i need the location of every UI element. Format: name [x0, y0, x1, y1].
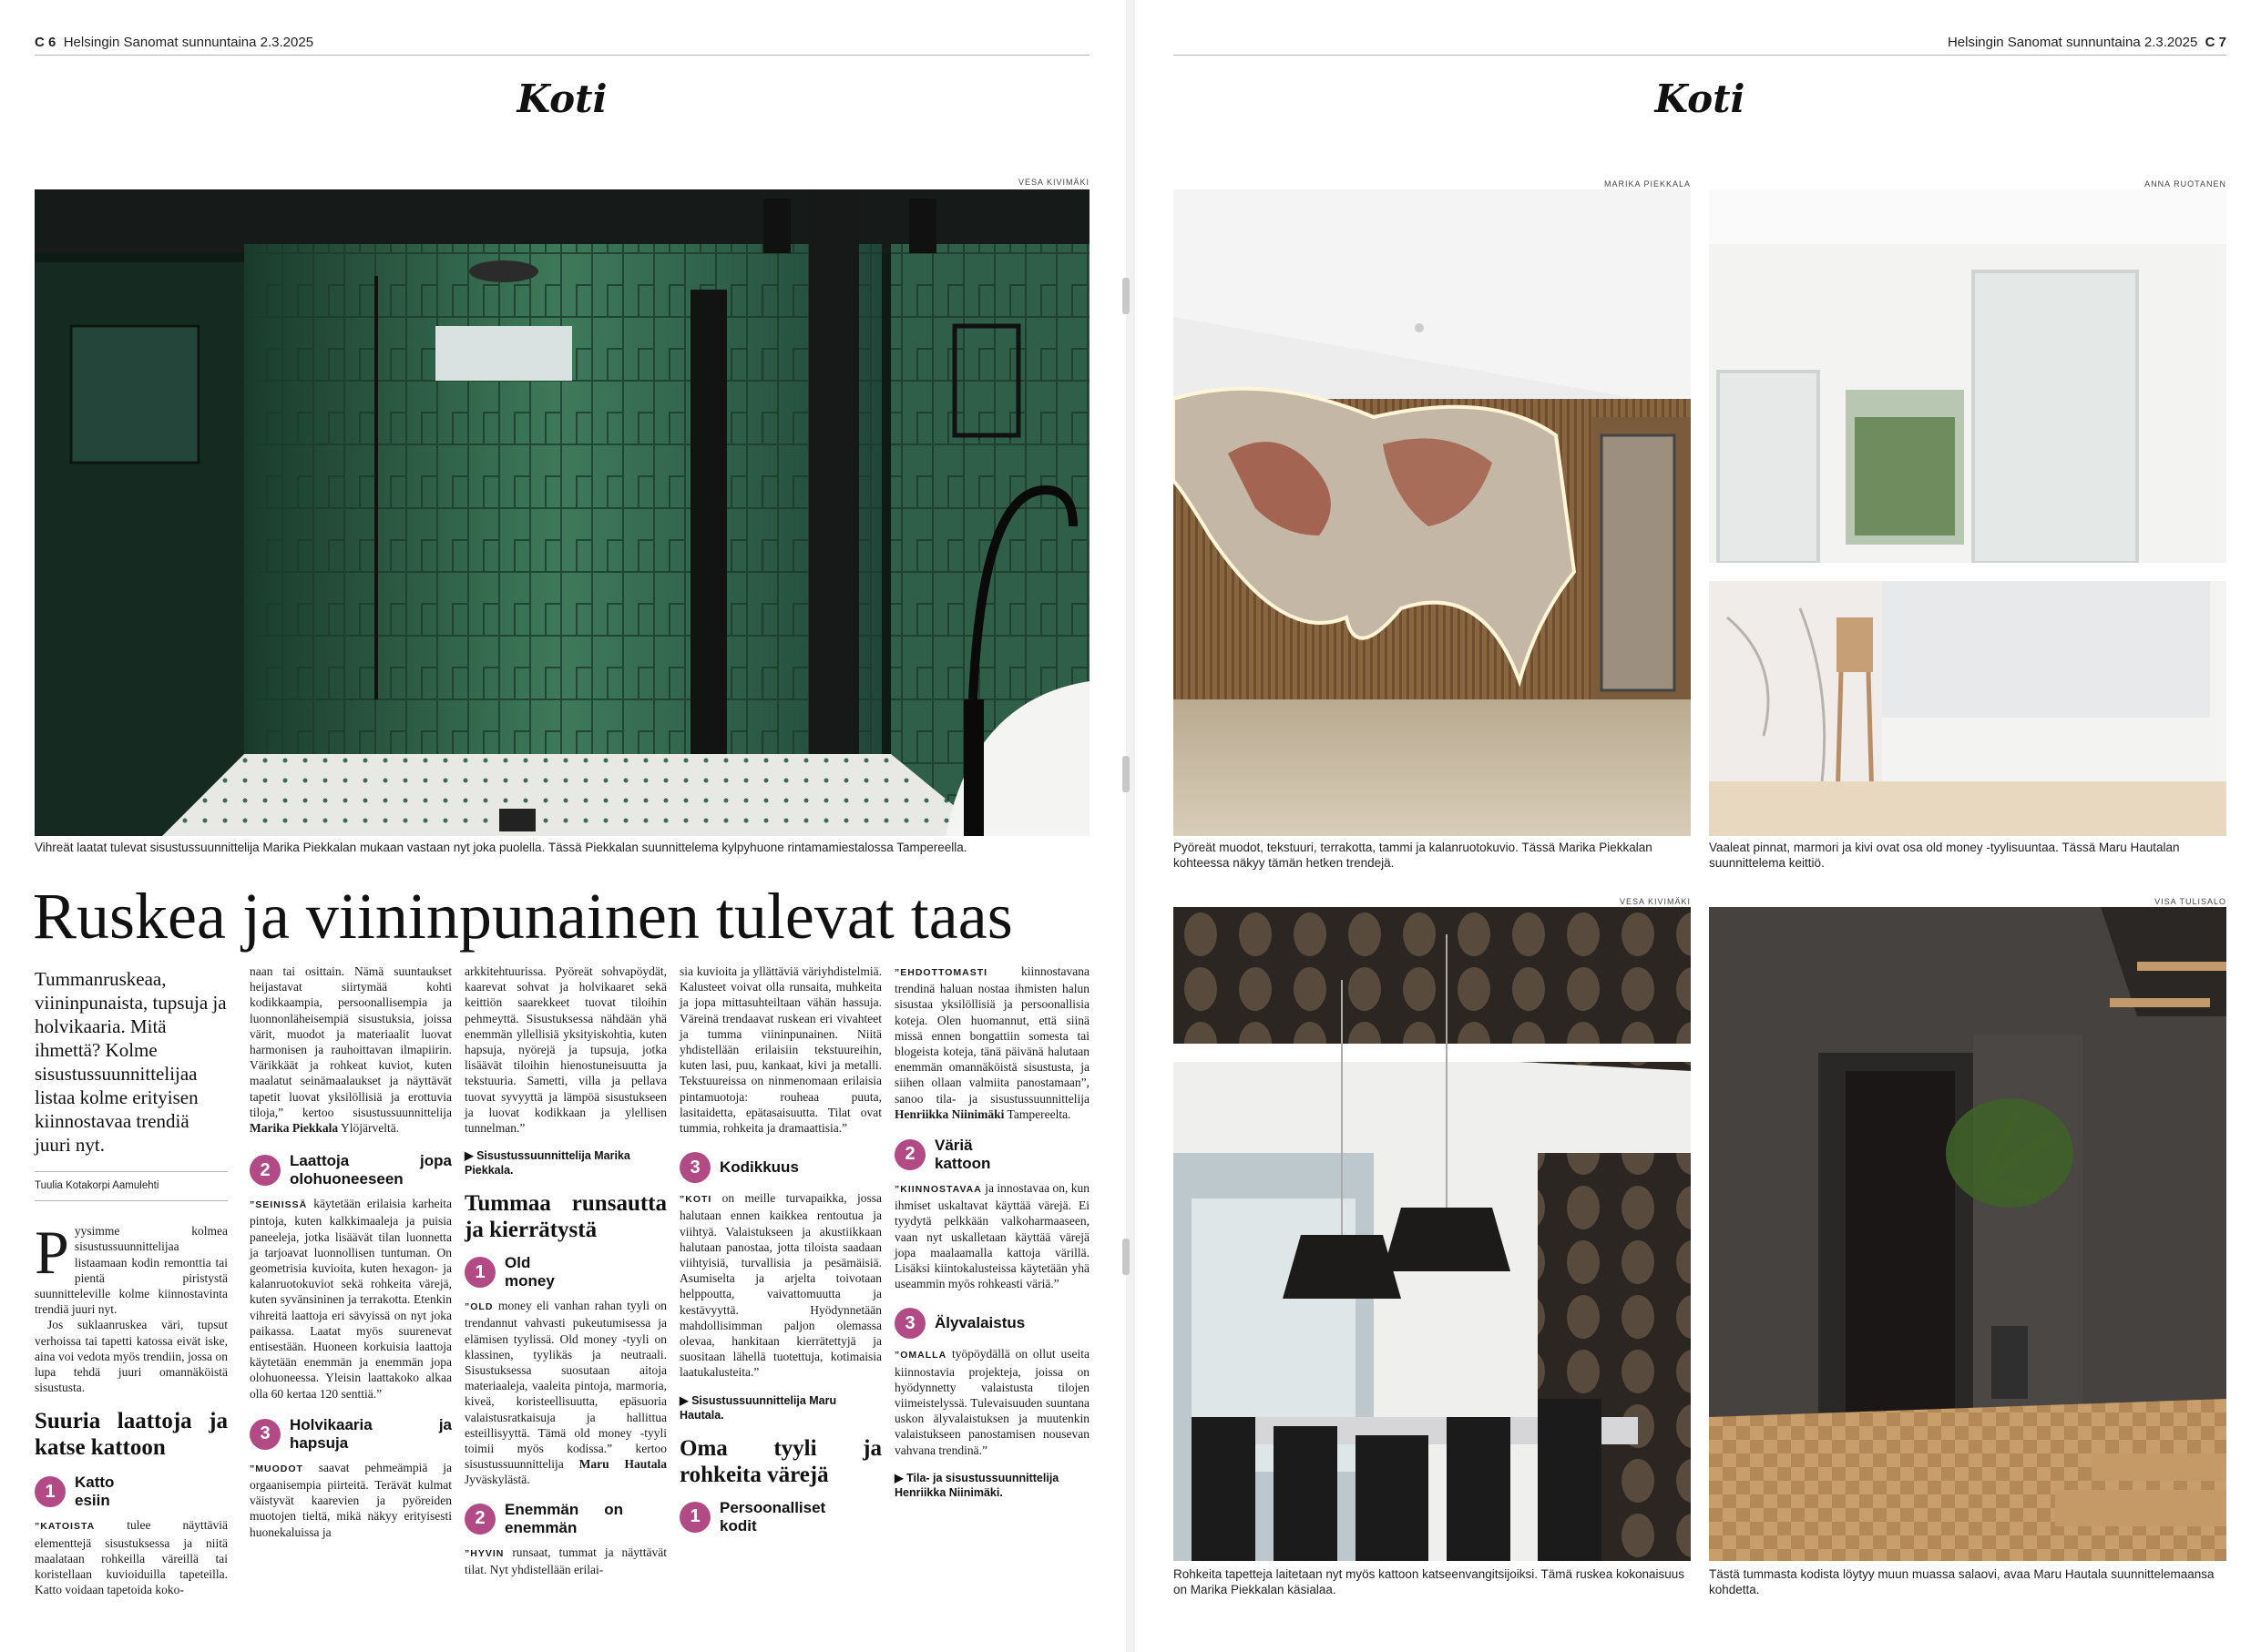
- paragraph-text: money eli vanhan rahan tyyli on trendannut vahvasti pukeutumisessa ja elämisen tyylissä. Old money -tyyli on klassinen, tyylikäs ja neutraali. Sisustuksessa suosutaan aitoja materiaaleja, vaaleita pintoja, marmoria, kiveä, koristeellisuutta, epäsuoria valaistusratkaisuja ja hallittua esteillisyyttä. Tämä old money -tyyli toimii myös kodissa.”: [465, 1299, 668, 1456]
- paragraph: [895, 1180, 1090, 1291]
- right-header-rule: [1173, 55, 2226, 56]
- item-title: Old money: [505, 1254, 555, 1290]
- lead-in: ”HYVIN: [465, 1547, 505, 1559]
- list-item-heading: [35, 1474, 228, 1510]
- lead-in: ”EHDOTTOMASTI: [895, 967, 988, 978]
- number-badge: 2: [895, 1139, 926, 1170]
- paragraph: Jos suklaanruskea väri, tupsut verhoissa tai tapetti katossa eivät iske, aina voi vedota myös trendiin, jossa on lupa tehdä juuri omannäköistä sisustusta.: [35, 1318, 228, 1395]
- photo-caption: Vaaleat pinnat, marmori ja kivi ovat osa old money -tyylisuuntaa. Tässä Maru Hautalan suunnittelema keittiö.: [1709, 841, 2180, 870]
- paragraph-text: saavat pehmeämpiä ja orgaanisempia piirteitä. Terävät kulmat väistyvät kaarevien ja pyöreiden muotojen tieltä, mikä näkyy erityisesti huonekaluissa ja: [250, 1460, 452, 1539]
- right-header-text: Helsingin Sanomat sunnuntaina 2.3.2025: [1947, 35, 2198, 50]
- lead-in: ”OMALLA: [895, 1350, 947, 1361]
- number-badge: 3: [895, 1308, 926, 1339]
- right-section-title: Koti: [1654, 76, 1745, 121]
- page-tab-marker: [1122, 278, 1130, 314]
- paragraph-text: työpöydällä on ollut useita kiinnostavia projekteja, joissa on hyödynnetty valaistusta tilojen viimeistelyssä. Tulevaisuuden suuntana uskon älyvalaistuksen ja muutenkin valaistukseen panostamisen nousevan vahvana trendinä.”: [895, 1347, 1090, 1457]
- byline-rule-bottom: [35, 1200, 228, 1201]
- photo-dark-hallway: [1709, 907, 2226, 1561]
- item-title: Laattoja jopa olohuoneeseen: [290, 1152, 452, 1188]
- photo-dark-dining-room: [1173, 907, 1691, 1561]
- article-column-5: [895, 964, 1090, 1500]
- article-deck: Tummanruskeaa, viininpunaista, tupsuja ja holvikaaria. Mitä ihmettä? Kolme sisustussuunnittelijaa listaa kolme erityisen kiinnostavaa trendiä juuri nyt.: [35, 968, 227, 1156]
- paragraph: [250, 1196, 452, 1402]
- article-column-4: [680, 964, 882, 1543]
- lead-in: ”MUODOT: [250, 1463, 303, 1474]
- photo-white-kitchen: [1709, 189, 2226, 836]
- paragraph: [35, 1517, 228, 1597]
- paragraph: [895, 964, 1090, 1122]
- item-title: Kodikkuus: [720, 1158, 799, 1177]
- item-title: Enemmän on enemmän: [505, 1500, 623, 1536]
- paragraph: sia kuvioita ja yllättäviä väriyhdistelmiä. Kalusteet voivat olla runsaita, muhkeita ja jopa mittasuhteiltaan vähän hassuja. Väreinä trendaavat ruskean eri vivahteet ja tumma viininpunainen. Niitä yhdistellään erilaisiin tekstuureihin, kuten lasi, puu, kankaat, kivi ja metalli. Tekstuureissa on ninmenomaan erilaisia pintamuotoja: rouheaa puuta, lasitaidetta, epätasaisuutta. Tilat ovat tummia, rohkeita ja dramaattisia.”: [680, 964, 882, 1136]
- paragraph-text: runsaat, tummat ja näyttävät tilat. Nyt yhdistellään erilai-: [465, 1545, 668, 1576]
- paragraph-text: Jyväskylästä.: [465, 1473, 530, 1487]
- paragraph-text: ja innostavaa on, kun ihmiset uskaltavat käyttää värejä. Ei tyydytä pelkkään valkoharmaaseen, vaan nyt uskalletaan käyttää värejä jopa maalaamalla kattoja värillä. Lisäksi kiintokalusteissa käytetään yhä useammin myös rohkeasti väriä.”: [895, 1181, 1090, 1291]
- list-item-heading: [250, 1416, 452, 1453]
- paragraph: [680, 1190, 882, 1380]
- person-name: Maru Hautala: [578, 1457, 668, 1472]
- paragraph: [895, 1346, 1090, 1457]
- item-title: Älyvalaistus: [935, 1314, 1026, 1332]
- photo-credit: VESA KIVIMÄKI: [1619, 897, 1691, 906]
- paragraph: [250, 964, 452, 1136]
- lead-in: ”OLD: [465, 1301, 494, 1313]
- list-item-heading: [250, 1152, 452, 1188]
- article-column-1: [35, 967, 228, 1597]
- person-name: Marika Piekkala: [250, 1121, 339, 1136]
- paragraph-text: Ylöjärveltä.: [341, 1121, 400, 1136]
- list-item-heading: [895, 1308, 1090, 1339]
- main-photo-credit: VESA KIVIMÄKI: [1018, 178, 1090, 187]
- number-badge: 2: [250, 1155, 281, 1186]
- article-column-3: [465, 964, 667, 1577]
- left-page: [0, 0, 1126, 1652]
- number-badge: 3: [250, 1419, 281, 1450]
- lead-in: ”KATOISTA: [35, 1521, 96, 1533]
- number-badge: 1: [465, 1257, 496, 1288]
- paragraph-text: Tampereelta.: [1007, 1106, 1071, 1121]
- source-attribution: ▶ Sisustussuunnittelija Marika Piekkala.: [465, 1149, 630, 1178]
- source-attribution: ▶ Tila- ja sisustussuunnittelija Henriikka Niinimäki.: [895, 1471, 1059, 1499]
- page-tab-marker: [1122, 756, 1130, 792]
- list-item-heading: [465, 1501, 667, 1537]
- number-badge: 1: [35, 1476, 66, 1507]
- photo-credit: VISA TULISALO: [2154, 897, 2226, 906]
- photo-caption: Rohkeita tapetteja laitetaan nyt myös kattoon katseenvangitsijoiksi. Tämä ruskea kokonaisuus on Marika Piekkalan käsialaa.: [1173, 1567, 1685, 1596]
- item-title: Katto esiin: [75, 1474, 115, 1510]
- item-title: Persoonalliset kodit: [720, 1498, 826, 1535]
- paragraph: arkkitehtuurissa. Pyöreät sohvapöydät, kaarevat sohvat ja holvikaaret sekä keittiön saarekkeet tuovat tiloihin pehmeyttä. Sisustuksessa nähdään yhä enemmän yllellisiä yksityiskohtia, kuten hapsuja, nyörejä ja tupsuja, jotka lisäävät tiloihin hienostuneisuutta ja tekstuuria. Sametti, villa ja pellava tuovat syvyyttä ja lämpöä sisustukseen ja luovat kodikkaan ja ylellisen tunnelman.”: [465, 964, 667, 1136]
- paragraph: [465, 1298, 667, 1487]
- left-header-text: Helsingin Sanomat sunnuntaina 2.3.2025: [63, 35, 314, 50]
- item-title: Holvikaaria ja hapsuja: [290, 1415, 452, 1452]
- left-section-title: Koti: [517, 76, 608, 121]
- photo-world-map-wall: [1173, 189, 1691, 836]
- lead-in: ”SEINISSÄ: [250, 1199, 308, 1211]
- paragraph: [465, 1545, 667, 1577]
- drop-cap: P: [35, 1218, 69, 1288]
- photo-credit: ANNA RUOTANEN: [2144, 179, 2226, 189]
- right-page-header: [1948, 35, 2226, 50]
- main-photo-caption: Vihreät laatat tulevat sisustussuunnittelija Marika Piekkalan mukaan vastaan nyt joka puolella. Tässä Piekkalan suunnittelema kylpyhuone rintamamiestalossa Tampereella.: [35, 841, 967, 854]
- left-page-header: [35, 35, 313, 50]
- paragraph: [250, 1460, 452, 1540]
- article-column-2: [250, 964, 452, 1540]
- page-tab-marker: [1122, 1239, 1130, 1275]
- left-page-number: C 6: [35, 35, 56, 50]
- list-item-heading: [680, 1152, 882, 1183]
- list-item-heading: [680, 1499, 882, 1535]
- byline-rule-top: [35, 1171, 228, 1172]
- left-header-rule: [35, 55, 1090, 56]
- intro-text: yysimme kolmea sisustussuunnittelijaa listaamaan kodin remonttia tai pientä piristystä suunnitteleville kolme kiinnostavinta trendiä juuri nyt.: [35, 1224, 228, 1317]
- intro-paragraph: [35, 1218, 228, 1317]
- subheading: Tummaa runsautta ja kierrätystä: [465, 1191, 667, 1243]
- subheading: Oma tyyli ja rohkeita värejä: [680, 1435, 882, 1487]
- right-page: [1135, 0, 2261, 1652]
- article-byline: Tuulia Kotakorpi Aamulehti: [35, 1180, 159, 1191]
- source-attribution: ▶ Sisustussuunnittelija Maru Hautala.: [680, 1393, 837, 1422]
- photo-caption: Pyöreät muodot, tekstuuri, terrakotta, tammi ja kalanruotokuvio. Tässä Marika Piekkalan kohteessa näkyy tämän hetken trendejä.: [1173, 841, 1652, 870]
- list-item-heading: [895, 1137, 1090, 1173]
- lead-in: ”KIINNOSTAVAA: [895, 1184, 982, 1196]
- person-name: Henriikka Niinimäki: [895, 1106, 1005, 1121]
- right-page-number: C 7: [2205, 35, 2226, 50]
- paragraph-text: naan tai osittain. Nämä suuntaukset heijastavat siirtymää kohti kodikkaampia, persoonallisempia ja luonnonläheisempiä sisustuksia, joissa värit, muodot ja materiaalit luovat harmonisen ja rauhoittavan ilmapiirin. Värikkäät ja rohkeat kuviot, kuten maalatut seinämaalaukset ja näyttävät tapetit luovat yksilöllisiä ja erottuvia tiloja,” kertoo sisustussuunnittelija: [250, 964, 452, 1119]
- number-badge: 1: [680, 1502, 711, 1533]
- article-headline: Ruskea ja viininpunainen tulevat taas: [33, 880, 1013, 953]
- paragraph-text: kertoo sisustussuunnittelija: [465, 1442, 667, 1472]
- paragraph-text: tulee näyttäviä elementtejä sisustuksessa ja niitä maalataan rohkeilla väreillä tai koristellaan kuvioiduilla tapeteilla. Katto voidaan tapetoida koko-: [35, 1518, 229, 1597]
- list-item-heading: [465, 1254, 667, 1290]
- paragraph-text: kiinnostavana trendinä haluan nostaa ihmisten halun sisustaa yksilöllisiä ja persoonallisia koteja. Olen huomannut, että siinä missä ennen bongattiin somesta tai blogeista koteja, tänä päivänä halutaan enemmän omannäköistä sisustusta, ja siihen ollaan valmiita panostamaan”, sanoo tila- ja sisustussuunnittelija: [895, 964, 1090, 1106]
- number-badge: 2: [465, 1504, 496, 1535]
- number-badge: 3: [680, 1152, 711, 1183]
- item-title: Väriä kattoon: [935, 1137, 991, 1173]
- photo-credit: MARIKA PIEKKALA: [1603, 179, 1691, 189]
- lead-in: ”KOTI: [680, 1194, 712, 1206]
- subheading: Suuria laattoja ja katse kattoon: [35, 1409, 228, 1461]
- paragraph-text: käytetään erilaisia karheita pintoja, kuten kalkkimaaleja ja puisia paneeleja, jotka lisäävät tilan luonnetta ja tarjoavat luonnollisen tuntuman. On geometrisia kuvioita, kuten hexagon- ja kalanruotokuviot sekä rohkeita värejä, kuten syvänsininen ja terrakotta. Etenkin vihreitä laattoja eri sävyissä on nyt joka paikassa. Laatat myös suurenevat entisestään. Huoneen korkuisia laattoja käytetään enemmän ja enemmän jopa olohuoneessa. Yleisin laattakoko alkaa olla 60 kertaa 120 senttiä.”: [250, 1197, 452, 1401]
- main-photo-bathroom: [35, 189, 1090, 836]
- paragraph-text: on meille turvapaikka, jossa halutaan ennen kaikkea rentoutua ja viihtyä. Valaistukseen ja akustiikkaan halutaan panostaa, jotta tiloista saadaan viihtyisiä, turvallisia ja pesämäisiä. Asumiselta ja arjelta toivotaan helppoutta, vaivattomuutta ja kestävyyttä. Hyödynnetään mahdollisimman paljon olemassa olevaa, hankitaan kierrätettyjä ja suositaan lähellä tuotettuja, kotimaisia laatukalusteita.”: [680, 1191, 882, 1380]
- photo-caption: Tästä tummasta kodista löytyy muun muassa salaovi, avaa Maru Hautala suunnittelemaansa kohdetta.: [1709, 1567, 2215, 1596]
